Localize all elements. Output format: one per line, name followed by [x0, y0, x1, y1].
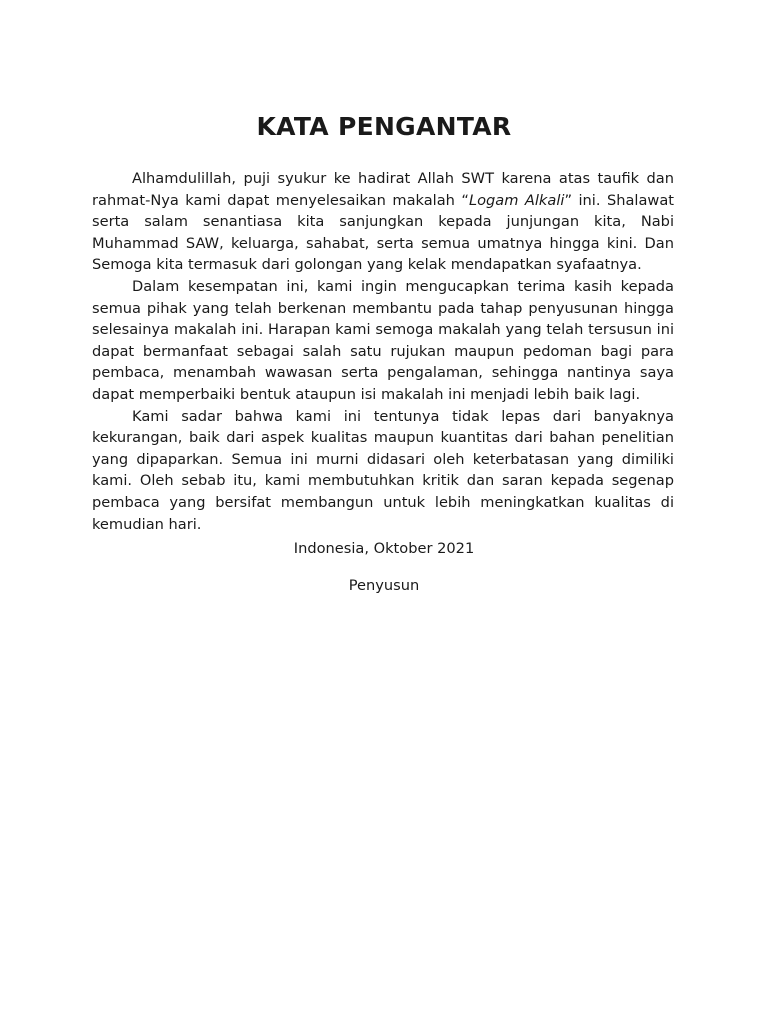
paragraph-3: Kami sadar bahwa kami ini tentunya tidak lepas dari banyaknya kekurangan, baik dari aspek kualitas maupun kuantitas dari bahan penelitian yang dipaparkan. Semua ini murni didasari oleh keterbatasan yang dimiliki kami. Oleh sebab itu, kami membutuhkan kritik dan saran kepada segenap pembaca yang bersifat membangun untuk lebih meningkatkan kualitas di kemudian hari.	[92, 407, 674, 533]
paragraph-1-text-start: Alhamdulillah, puji syukur ke hadirat Allah SWT karena atas taufik dan rahmat-Nya kami dapat menyelesaikan makalah “	[92, 170, 674, 209]
paragraph-1-text-end: ” ini. Shalawat serta salam senantiasa kita sanjungkan kepada junjungan kita, Nabi Muhammad SAW, keluarga, sahabat, serta semua umatnya hingga kini. Dan Semoga kita termasuk dari golongan yang kelak mendapatkan syafaatnya.	[92, 191, 674, 274]
paragraph-1	[92, 168, 674, 276]
place-date: Indonesia, Oktober 2021	[293, 540, 475, 557]
signer-label: Penyusun	[348, 577, 420, 594]
document-body	[92, 168, 674, 535]
paragraph-1-emphasis: Logam Alkali	[468, 191, 565, 209]
page-title: KATA PENGANTAR	[256, 112, 512, 141]
paragraph-2: Dalam kesempatan ini, kami ingin mengucapkan terima kasih kepada semua pihak yang telah berkenan membantu pada tahap penyusunan hingga selesainya makalah ini. Harapan kami semoga makalah yang telah tersusun ini dapat bermanfaat sebagai salah satu rujukan maupun pedoman bagi para pembaca, menambah wawasan serta pengalaman, sehingga nantinya saya dapat memperbaiki bentuk ataupun isi makalah ini menjadi lebih baik lagi.	[92, 277, 674, 403]
